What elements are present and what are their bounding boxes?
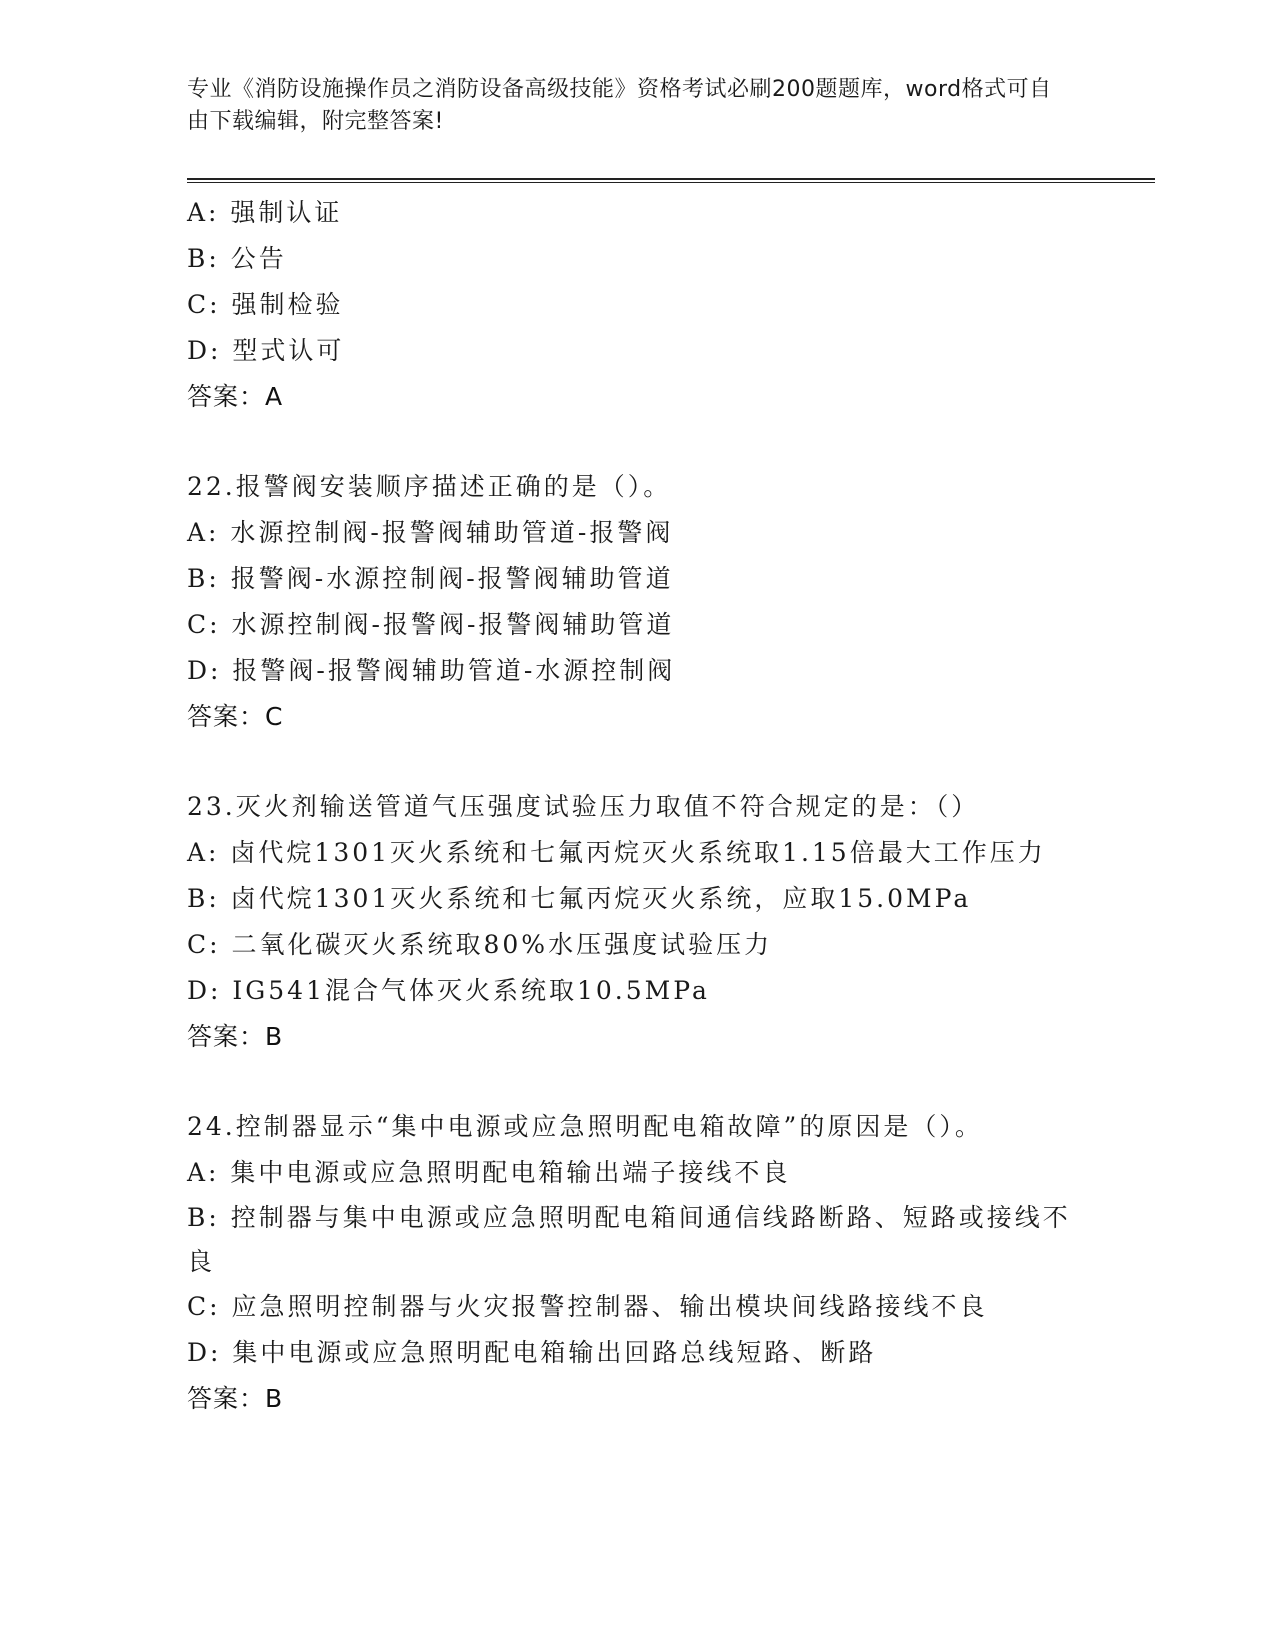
- question-24: [187, 1104, 1087, 1422]
- option-b: B: 报警阀-水源控制阀-报警阀辅助管道: [187, 564, 674, 593]
- option-d: D: IG541混合气体灭火系统取10.5MPa: [187, 976, 710, 1005]
- question-stem: 24.控制器显示“集中电源或应急照明配电箱故障”的原因是（）。: [187, 1112, 983, 1141]
- option-a: A: 强制认证: [187, 198, 343, 227]
- option-a: A: 集中电源或应急照明配电箱输出端子接线不良: [187, 1158, 791, 1187]
- answer: 答案：B: [187, 1022, 284, 1051]
- option-c: C: 水源控制阀-报警阀-报警阀辅助管道: [187, 610, 675, 639]
- option-d: D: 型式认可: [187, 336, 345, 365]
- option-c: C: 强制检验: [187, 290, 344, 319]
- header-divider: [187, 178, 1155, 183]
- question-stem: 22.报警阀安装顺序描述正确的是（）。: [187, 472, 672, 501]
- spacer: [187, 1060, 1087, 1104]
- option-a: A: 水源控制阀-报警阀辅助管道-报警阀: [187, 518, 674, 547]
- question-22: [187, 464, 1087, 740]
- option-c: C: 应急照明控制器与火灾报警控制器、输出模块间线路接线不良: [187, 1292, 988, 1321]
- answer: 答案：B: [187, 1384, 284, 1413]
- question-21: [187, 190, 1087, 420]
- question-stem: 23.灭火剂输送管道气压强度试验压力取值不符合规定的是：（）: [187, 792, 980, 821]
- answer: 答案：C: [187, 702, 284, 731]
- question-23: [187, 784, 1087, 1060]
- option-b: B: 公告: [187, 244, 287, 273]
- option-c: C: 二氧化碳灭火系统取80%水压强度试验压力: [187, 930, 773, 959]
- option-b: B: 控制器与集中电源或应急照明配电箱间通信线路断路、短路或接线不良: [187, 1203, 1071, 1276]
- spacer: [187, 420, 1087, 464]
- option-d: D: 报警阀-报警阀辅助管道-水源控制阀: [187, 656, 676, 685]
- question-list: [187, 190, 1087, 1422]
- spacer: [187, 740, 1087, 784]
- answer: 答案：A: [187, 382, 284, 411]
- option-a: A: 卤代烷1301灭火系统和七氟丙烷灭火系统取1.15倍最大工作压力: [187, 838, 1046, 867]
- option-b: B: 卤代烷1301灭火系统和七氟丙烷灭火系统，应取15.0MPa: [187, 884, 972, 913]
- option-d: D: 集中电源或应急照明配电箱输出回路总线短路、断路: [187, 1338, 877, 1367]
- document-header: 专业《消防设施操作员之消防设备高级技能》资格考试必刷200题题库，word格式可自由下载编辑，附完整答案!: [187, 77, 1052, 134]
